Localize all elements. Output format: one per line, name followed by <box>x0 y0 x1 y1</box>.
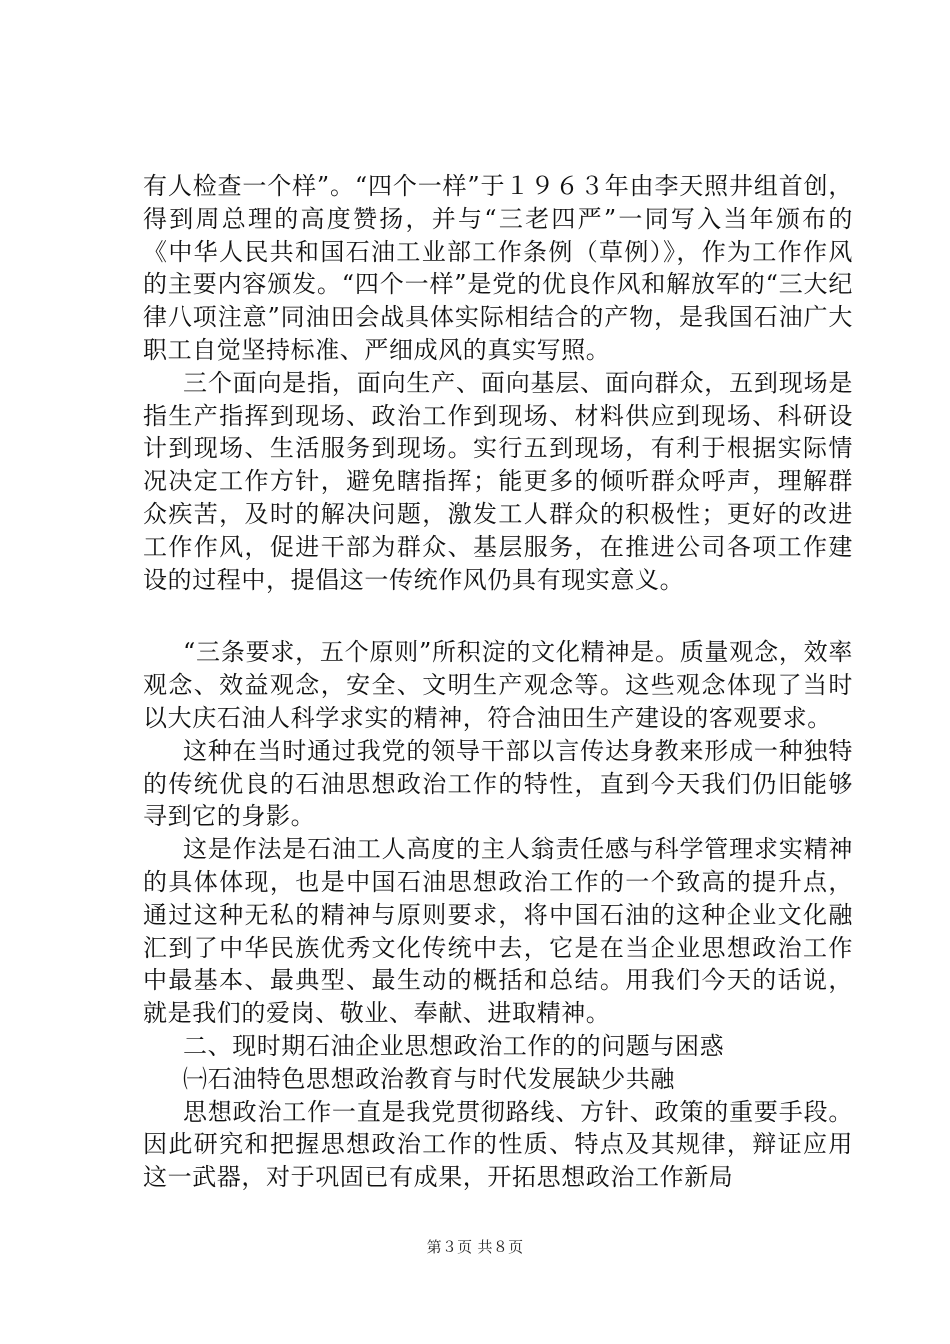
paragraph-three-requirements: “三条要求，五个原则”所积淀的文化精神是。质量观念，效率观念、效益观念，安全、文明生产观念等。这些观念体现了当时以大庆石油人科学求实的精神，符合油田生产建设的客观要求。 <box>143 638 853 732</box>
paragraph-three-directions: 三个面向是指，面向生产、面向基层、面向群众，五到现场是指生产指挥到现场、政治工作到现场、材料供应到现场、科研设计到现场、生活服务到现场。实行五到现场，有利于根据实际情况决定工作方针，避免瞎指挥；能更多的倾听群众呼声，理解群众疾苦，及时的解决问题，激发工人群众的积极性；更好的改进工作作风，促进干部为群众、基层服务，在推进公司各项工作建设的过程中，提倡这一传统作风仍具有现实意义。 <box>143 368 853 594</box>
document-body <box>143 170 853 1194</box>
paragraph-practice: 这是作法是石油工人高度的主人翁责任感与科学管理求实精神的具体体现，也是中国石油思想政治工作的一个致高的提升点，通过这种无私的精神与原则要求，将中国石油的这种企业文化融汇到了中华民族优秀文化传统中去，它是在当企业思想政治工作中最基本、最典型、最生动的概括和总结。用我们今天的话说，就是我们的爱岗、敬业、奉献、进取精神。 <box>143 835 853 1028</box>
paragraph-gap <box>143 596 853 636</box>
subsection-heading: ㈠石油特色思想政治教育与时代发展缺少共融 <box>183 1064 675 1093</box>
page-footer: 第３页 共８页 <box>426 1238 524 1256</box>
paragraph-traditional-style: 这种在当时通过我党的领导干部以言传达身教来形成一种独特的传统优良的石油思想政治工作的特性，直到今天我们仍旧能够寻到它的身影。 <box>143 736 853 831</box>
paragraph-political-work: 思想政治工作一直是我党贯彻路线、方针、政策的重要手段。因此研究和把握思想政治工作的性质、特点及其规律，辩证应用这一武器，对于巩固已有成果，开拓思想政治工作新局 <box>143 1097 853 1192</box>
paragraph-four-same: 有人检查一个样”。“四个一样”于１９６３年由李天照井组首创，得到周总理的高度赞扬，并与“三老四严”一同写入当年颁布的《中华人民共和国石油工业部工作条例（草例）》，作为工作作风的主要内容颁发。“四个一样”是党的优良作风和解放军的“三大纪律八项注意”同油田会战具体实际相结合的产物，是我国石油广大职工自觉坚持标准、严细成风的真实写照。 <box>143 172 853 364</box>
section-heading: 二、现时期石油企业思想政治工作的的问题与困惑 <box>183 1031 725 1060</box>
